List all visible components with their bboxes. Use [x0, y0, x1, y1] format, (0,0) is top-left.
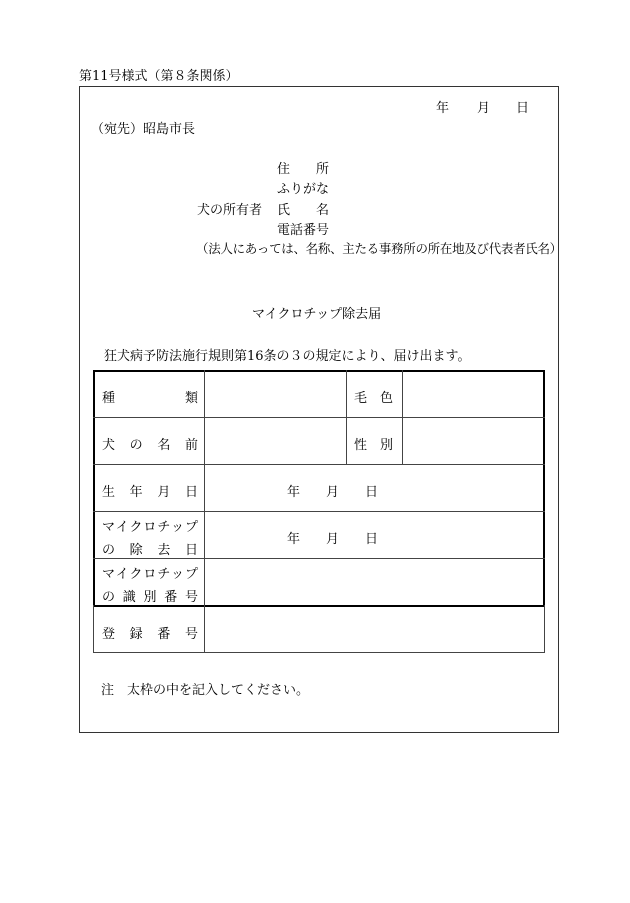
date-day-label: 日 [516, 101, 530, 116]
document-title: マイクロチップ除去届 [252, 307, 382, 322]
date-year-label: 年 [436, 101, 450, 116]
dog-name-label: 犬 の 名 前 [102, 438, 198, 453]
row-divider [93, 511, 545, 512]
removal-date-value[interactable]: 年 月 日 [287, 532, 379, 547]
registration-number-label: 登 録 番 号 [102, 627, 198, 642]
removal-date-label-line2: の 除 去 日 [102, 543, 198, 558]
coat-color-label: 毛 色 [354, 391, 394, 406]
footnote: 注 太枠の中を記入してください。 [101, 683, 310, 698]
address-label: 住 所 [277, 162, 330, 177]
notification-table [93, 370, 545, 653]
chip-id-label-line2: の 識 別 番 号 [102, 590, 198, 605]
date-month-label: 月 [477, 101, 491, 116]
addressee: （宛先）昭島市長 [91, 122, 196, 137]
name-label: 氏 名 [277, 203, 330, 218]
registration-number-field[interactable] [205, 607, 544, 652]
birth-date-label: 生 年 月 日 [102, 485, 198, 500]
kind-label: 種 類 [102, 391, 198, 406]
dog-name-field[interactable] [205, 418, 345, 463]
sex-label: 性 別 [354, 438, 394, 453]
sex-field[interactable] [403, 418, 543, 463]
form-number: 第11号様式（第８条関係） [79, 69, 239, 84]
preamble: 狂犬病予防法施行規則第16条の３の規定により、届け出ます。 [104, 349, 471, 364]
kind-field[interactable] [205, 372, 345, 416]
mid-column-divider [346, 370, 347, 464]
chip-id-label-line1: マイクロチップ [102, 567, 198, 582]
row-divider [93, 464, 545, 465]
birth-date-value[interactable]: 年 月 日 [287, 485, 379, 500]
corporate-note: （法人にあっては、名称、主たる事務所の所在地及び代表者氏名） [196, 241, 562, 256]
furigana-label: ふりがな [277, 182, 330, 197]
chip-id-field[interactable] [205, 559, 543, 604]
coat-color-field[interactable] [403, 372, 543, 416]
removal-date-label-line1: マイクロチップ [102, 520, 198, 535]
phone-label: 電話番号 [277, 223, 330, 238]
owner-label: 犬の所有者 [197, 203, 263, 218]
